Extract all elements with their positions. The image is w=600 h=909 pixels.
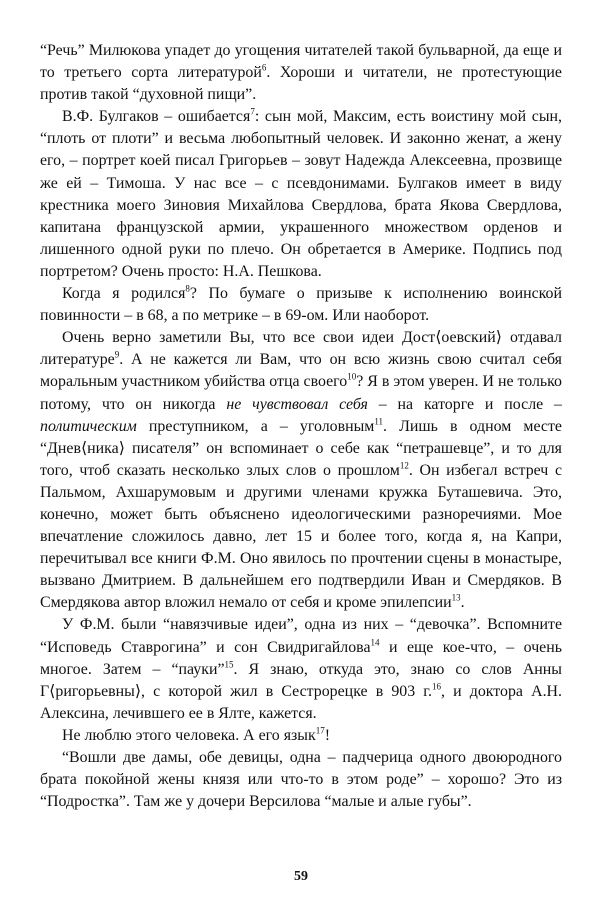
text-run: , и доктора А.Н. Алексина, лечившего ее в Ялте, кажется. [40,682,563,722]
text-run: ? Я в этом уверен. И не только потому, что он никогда [40,373,562,413]
paragraph [40,40,562,106]
text-run: преступником, а – уголовным [136,417,375,435]
text-run: . А не кажется ли Вам, что он всю жизнь свою считал себя моральным участником убийства отца своего [40,351,562,391]
text-run: . Хороши и читатели, не протестующие против такой “духовной пищи”. [40,64,562,104]
document-page [40,40,563,884]
paragraph [40,725,562,747]
footnote-ref: 17 [315,725,325,736]
footnote-ref: 9 [114,350,120,361]
text-run: . Он избегал встреч с Пальмом, Ахшарумовым и другими членами кружка Буташевича. Это, конечно, может быть объяснено идеологическими разноречиями. Мое впечатление сложилось давно, лет 15 и более того, когда я, на Капри, перечитывал все книги Ф.М. Оно явилось по прочтении сцены в монастыре, вызвано Дмитрием. В дальнейшем его подтвердили Иван и Смердяков. В Смердякова автор вложил немало от себя и кроме эпилепсии [40,461,562,612]
footnote-ref: 10 [347,372,357,383]
emphasis-text: не чувствовал себя [226,395,368,413]
paragraph [40,283,562,327]
text-run: Не люблю этого человека. А его язык [62,726,316,744]
text-body [40,40,562,813]
text-run: У Ф.М. были “навязчивые идеи”, одна из них – “девочка”. Вспомните “Исповедь Ставрогина” и сон Свидригайлова [40,616,562,656]
footnote-ref: 12 [399,460,409,471]
paragraph [40,106,562,283]
footnote-ref: 11 [374,416,384,427]
text-run: В.Ф. Булгаков – ошибается [62,108,251,126]
text-run: ! [324,726,330,744]
text-run: – на каторге и после – [367,395,563,413]
footnote-ref: 6 [261,62,267,73]
footnote-ref: 7 [250,106,255,117]
footnote-ref: 15 [224,659,234,670]
text-run: “Вошли две дамы, обе девицы, одна – падчерица одного двоюродного брата покойной жены князя или что-то в этом роде” – хорошо? Это из “Подростка”. Там же у дочери Версилова “малые и алые губы”. [40,749,562,811]
text-run: ? По бумаге о призыве к исполнению воинской повинности – в 68, а по метрике – в 69-ом. Или наоборот. [40,285,562,325]
footnote-ref: 13 [451,593,461,604]
text-run: . Я знаю, откуда это, знаю со слов Анны Г⟨ригорьевны⟩, с которой жил в Сестрорецке в 903 г. [40,660,562,700]
paragraph [40,614,562,724]
page-number: 59 [294,869,308,884]
emphasis-text: политическим [40,417,137,435]
footnote-ref: 8 [185,283,190,294]
text-run: и еще кое-что, – очень многое. Затем – “пауки” [40,638,562,678]
text-run: . [460,594,465,612]
text-run: “Речь” Милюкова упадет до угощения читателей такой бульварной, да еще и то третьего сорта литературой [40,42,562,82]
footnote-ref: 16 [432,681,442,692]
text-run: : сын мой, Максим, есть воистину мой сын, “плоть от плоти” и весьма любопытный человек. И законно женат, а жену его, – портрет коей писал Григорьев – зовут Надежда Алексеевна, прозвище же ей – Тимоша. У нас все – с псевдонимами. Булгаков имеет в виду крестника моего Зиновия Михайлова Свердлова, брата Якова Свердлова, капитана французской армии, украшенного множеством орденов и лишенного одной руки по плечо. Он обретается в Америке. Подпись под портретом? Очень просто: Н.А. Пешкова. [40,108,562,280]
footnote-ref: 14 [370,637,380,648]
text-run: Когда я родился [62,285,186,303]
text-run: . Лишь в одном месте “Днев⟨ника⟩ писателя” он вспоминает о себе как “петрашевце”, и то для того, чтоб сказать несколько злых слов о прошлом [40,417,562,479]
paragraph [40,747,562,813]
text-run: Очень верно заметили Вы, что все свои идеи Дост⟨оевский⟩ отдавал литературе [40,329,562,369]
paragraph [40,327,562,614]
